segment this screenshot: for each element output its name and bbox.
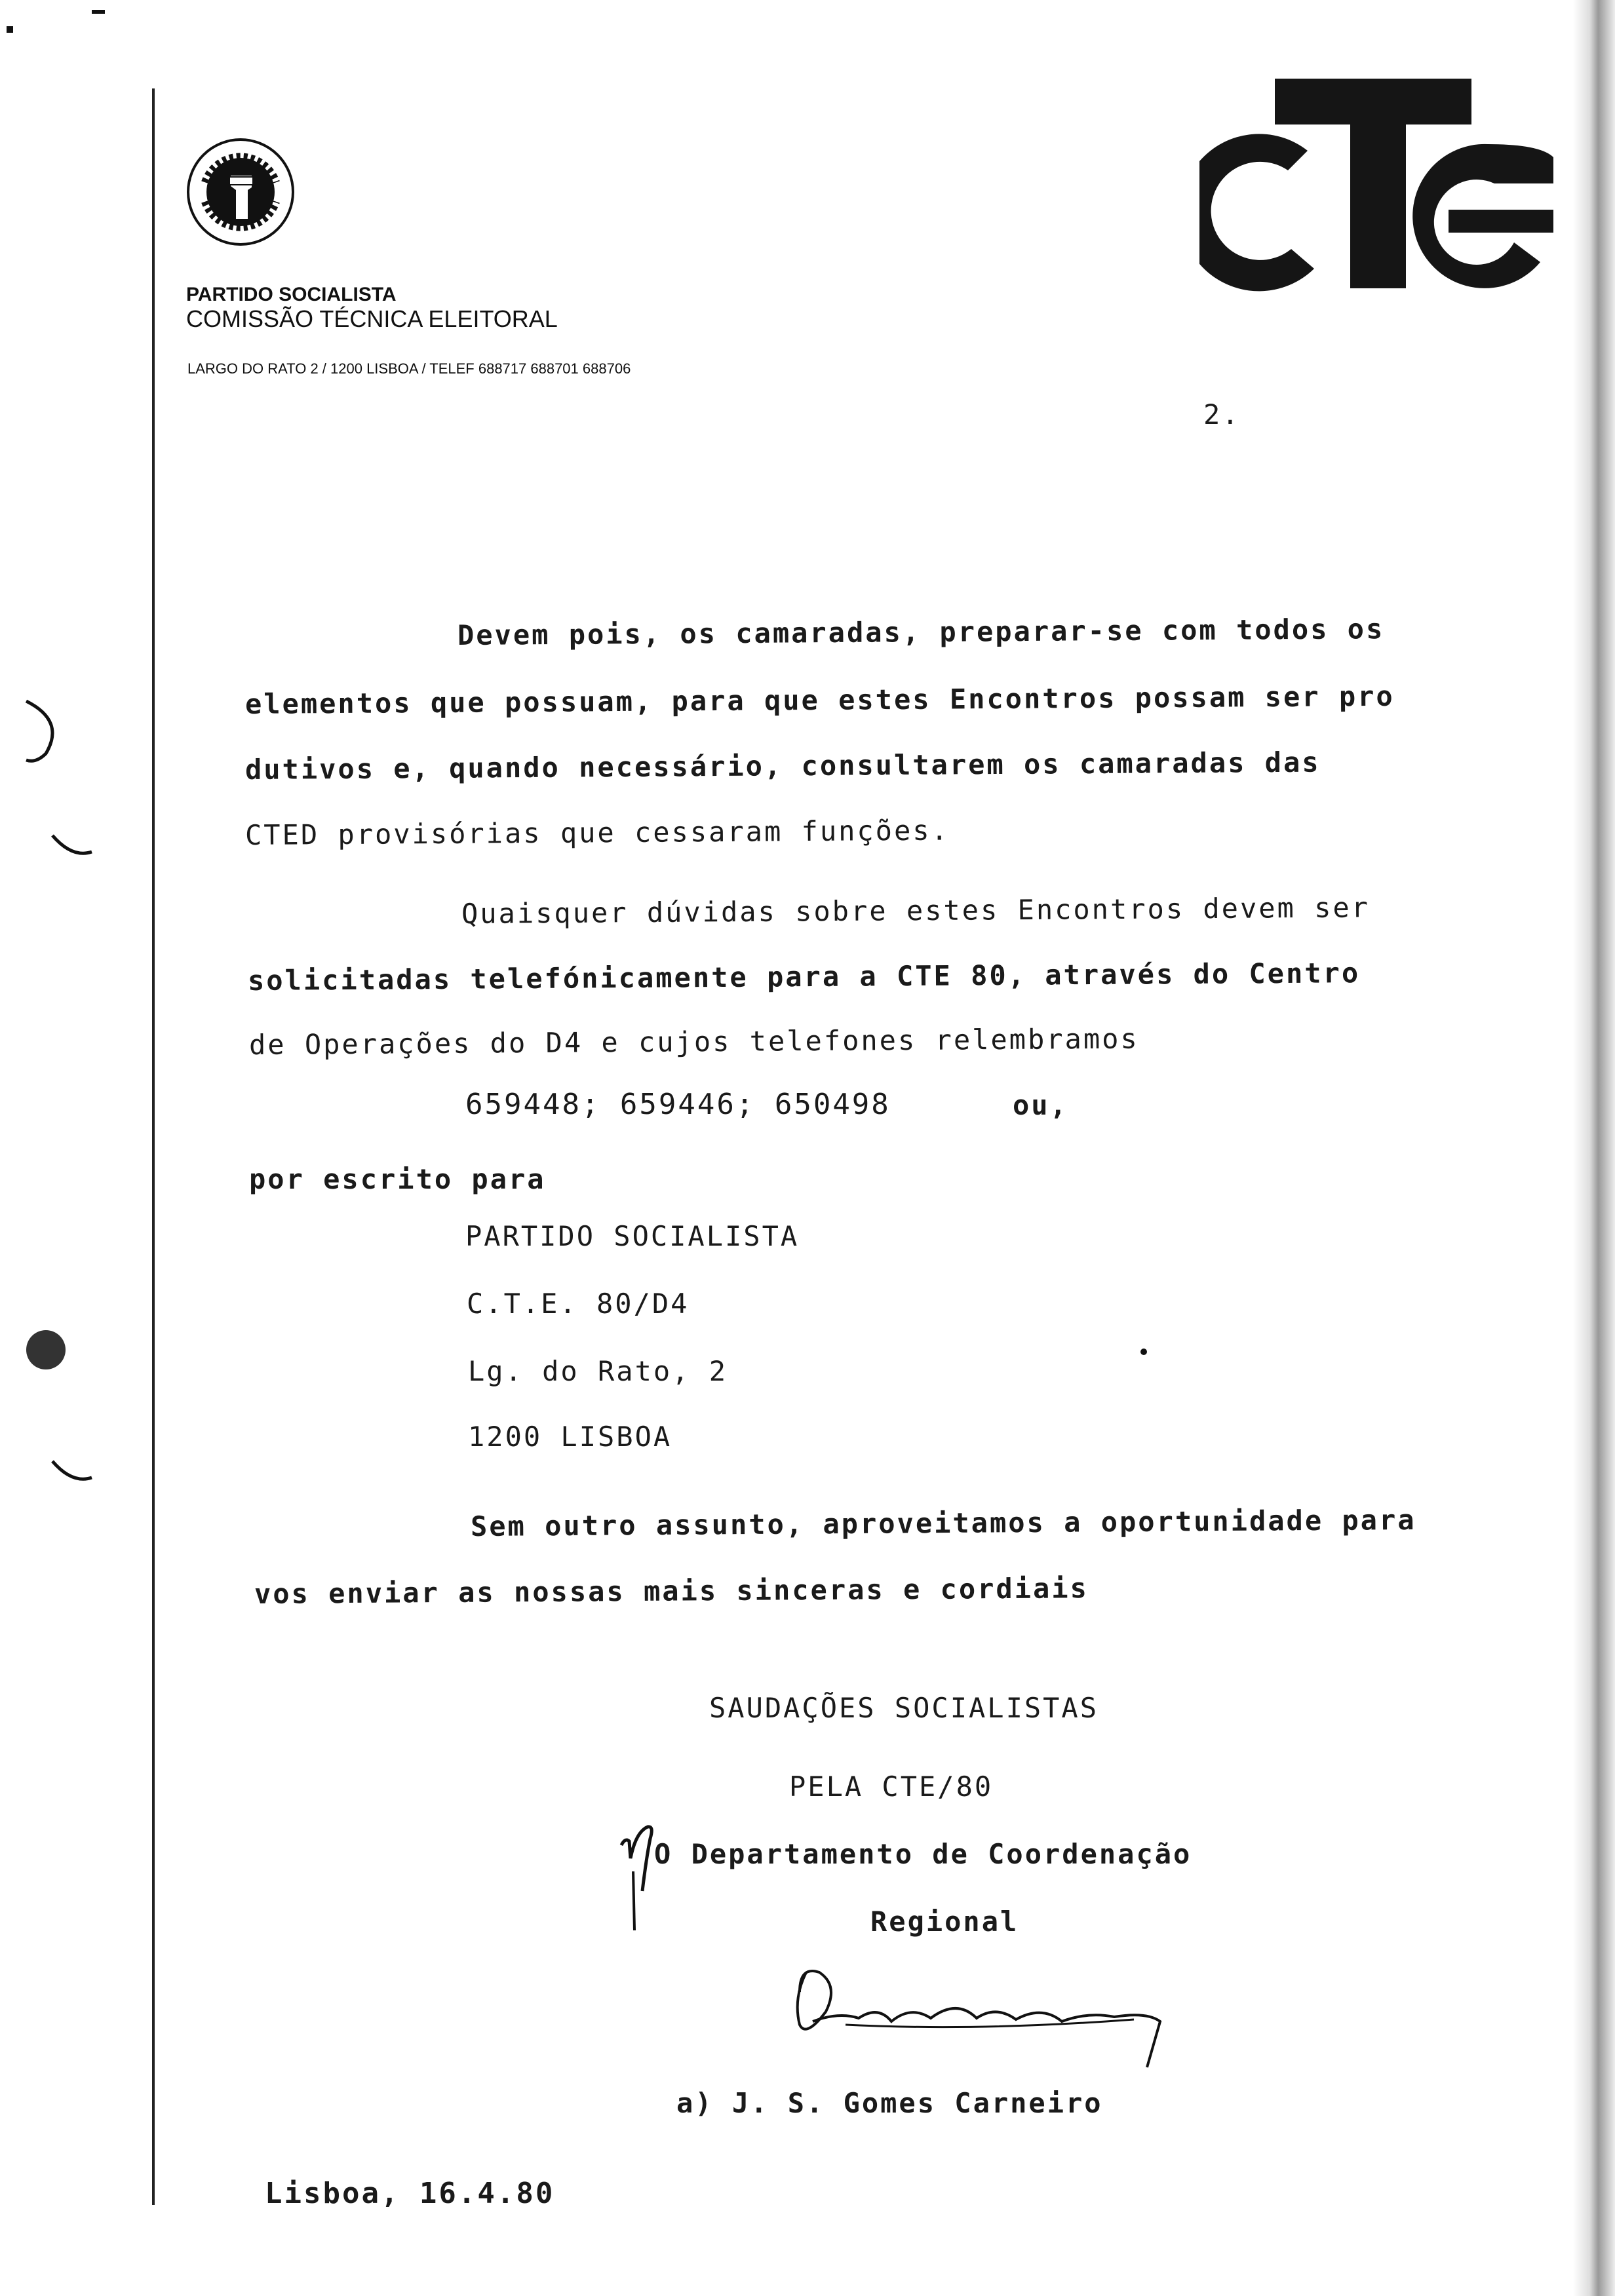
signature [780, 1959, 1173, 2077]
written-to: por escrito para [249, 1163, 546, 1195]
signatory-by: PELA CTE/80 [789, 1770, 994, 1803]
org-name: PARTIDO SOCIALISTA [186, 284, 397, 305]
scan-edge [1573, 0, 1615, 2296]
salutation: SAUDAÇÕES SOCIALISTAS [709, 1692, 1099, 1724]
cte-logo [1199, 72, 1580, 321]
or-word: ou, [1013, 1089, 1068, 1121]
address-line: Lg. do Rato, 2 [468, 1355, 728, 1387]
address-line: C.T.E. 80/D4 [467, 1288, 690, 1320]
body-line: dutivos e, quando necessário, consultarem os camaradas das [244, 746, 1321, 786]
body-line: CTED provisórias que cessaram funções. [244, 814, 950, 851]
handwritten-mark [616, 1819, 662, 1937]
body-line: elementos que possuam, para que estes Encontros possam ser pro [244, 679, 1395, 720]
hole-punch-marks [0, 0, 105, 1573]
letterhead-address: LARGO DO RATO 2 / 1200 LISBOA / TELEF 688717 688701 688706 [187, 360, 631, 377]
body-line: Sem outro assunto, aproveitamos a oportunidade para [470, 1503, 1416, 1542]
margin-rule [152, 88, 155, 2205]
date-line: Lisboa, 16.4.80 [265, 2177, 555, 2210]
body-line: de Operações do D4 e cujos telefones relembramos [248, 1022, 1139, 1061]
page-number: 2. [1203, 398, 1241, 430]
party-logo [185, 136, 296, 248]
body-line: solicitadas telefónicamente para a CTE 80, através do Centro [247, 957, 1361, 997]
body-line: vos enviar as nossas mais sinceras e cordiais [254, 1572, 1089, 1610]
body-line: Quaisquer dúvidas sobre estes Encontros devem ser [461, 891, 1371, 930]
address-line: PARTIDO SOCIALISTA [465, 1220, 800, 1252]
body-line: Devem pois, os camaradas, preparar-se com todos os [457, 613, 1385, 651]
commission-name: COMISSÃO TÉCNICA ELEITORAL [186, 305, 558, 332]
stray-mark [1140, 1349, 1147, 1355]
phone-numbers: 659448; 659446; 650498 [465, 1088, 891, 1121]
address-line: 1200 LISBOA [468, 1421, 672, 1453]
signatory-name: a) J. S. Gomes Carneiro [676, 2087, 1103, 2119]
department-line: O Departamento de Coordenação [654, 1838, 1192, 1870]
department-line: Regional [870, 1905, 1019, 1938]
